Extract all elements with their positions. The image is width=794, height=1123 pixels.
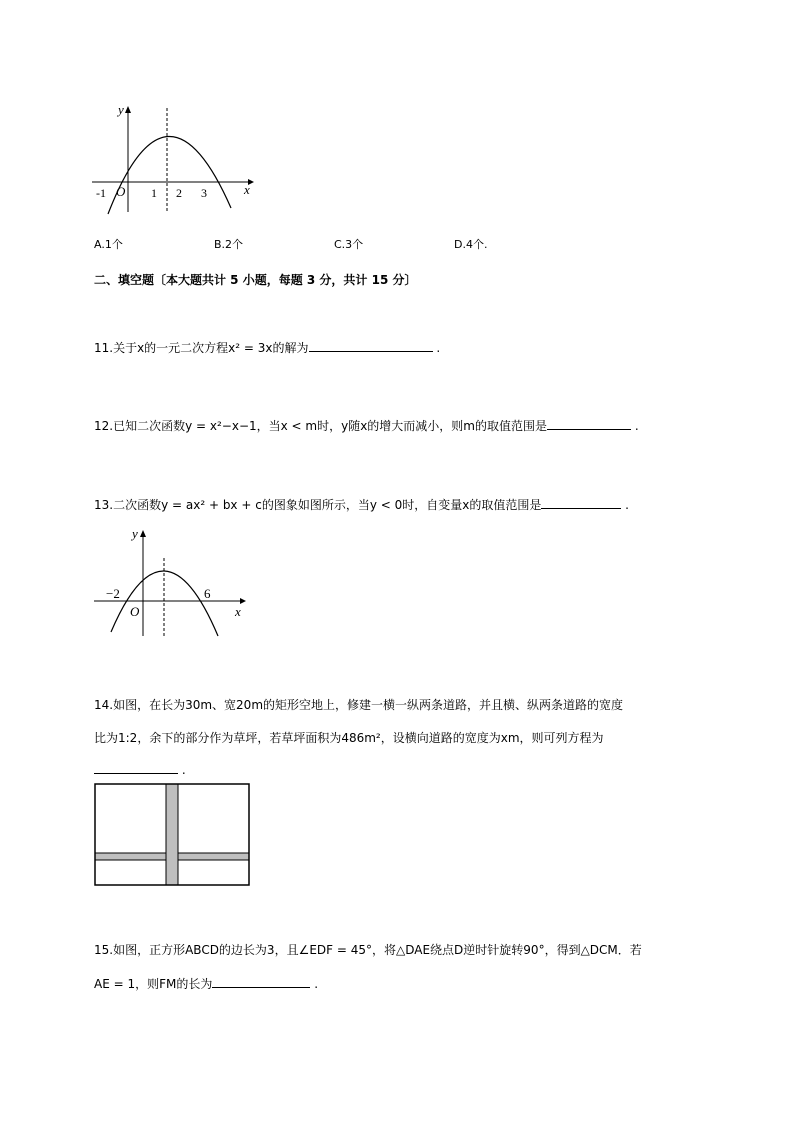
answer-blank-14[interactable] [94, 761, 178, 774]
question-15-line-1: 15.如图，正方形ABCD的边长为3，且∠EDF = 45°，将△DAE绕点D逆时针旋转90°，得到△DCM．若 [94, 943, 642, 957]
answer-blank-15[interactable] [212, 975, 310, 988]
left-root-label: −2 [106, 586, 120, 601]
parabola-graph-2 [90, 518, 255, 640]
option-c: C.3个 [334, 238, 364, 251]
question-15-line-2 [94, 975, 318, 992]
tick-3: 3 [201, 186, 207, 200]
y-axis-label: y [132, 526, 138, 541]
question-14-line-3 [94, 761, 186, 778]
y-axis-label: y [118, 102, 124, 117]
parabola-graph-1 [88, 100, 258, 215]
origin-label: O [116, 184, 126, 199]
question-15-end: . [314, 977, 319, 991]
question-13-text: 13.二次函数y = ax² + bx + c的图象如图所示，当y < 0时，自变量x的取值范围是 [94, 498, 542, 512]
question-11-text: 11.关于x的一元二次方程x² = 3x的解为 [94, 341, 309, 355]
option-b: B.2个 [214, 238, 244, 251]
question-13-end: . [625, 498, 629, 512]
question-11-end: . [436, 341, 441, 355]
answer-blank-13[interactable] [541, 496, 621, 509]
question-14-end: . [181, 763, 186, 777]
x-axis-label: x [244, 182, 250, 197]
question-11 [94, 339, 440, 356]
section-title: 二、填空题〔本大题共计 5 小题，每题 3 分，共计 15 分〕 [94, 273, 417, 287]
answer-blank-11[interactable] [309, 339, 433, 352]
vertical-road [166, 784, 178, 885]
question-14-line-1: 14.如图，在长为30m、宽20m的矩形空地上，修建一横一纵两条道路，并且横、纵两条道路的宽度 [94, 698, 624, 712]
x-axis-label: x [235, 604, 241, 619]
horizontal-road [95, 853, 249, 860]
y-axis-arrow [125, 106, 131, 113]
question-12-text: 12.已知二次函数y = x²−x−1，当x < m时，y随x的增大而减小，则m的取值范围是 [94, 419, 547, 433]
tick-neg1: -1 [96, 186, 106, 200]
road-diagram [94, 783, 251, 887]
tick-1: 1 [151, 186, 157, 200]
tick-2: 2 [176, 186, 182, 200]
question-13 [94, 496, 629, 513]
option-a: A.1个 [94, 238, 123, 251]
question-12-end: . [634, 419, 639, 433]
right-root-label: 6 [204, 586, 211, 601]
answer-blank-12[interactable] [547, 417, 631, 430]
origin-label: O [130, 604, 140, 619]
y-axis-arrow [140, 530, 146, 537]
x-axis-arrow [240, 598, 246, 604]
question-15-text: AE = 1，则FM的长为 [94, 977, 213, 991]
parabola-curve [108, 136, 231, 214]
question-12 [94, 417, 639, 434]
question-14-line-2: 比为1:2，余下的部分作为草坪，若草坪面积为486m²，设横向道路的宽度为xm，则可列方程为 [94, 731, 604, 745]
option-d: D.4个. [454, 238, 488, 251]
